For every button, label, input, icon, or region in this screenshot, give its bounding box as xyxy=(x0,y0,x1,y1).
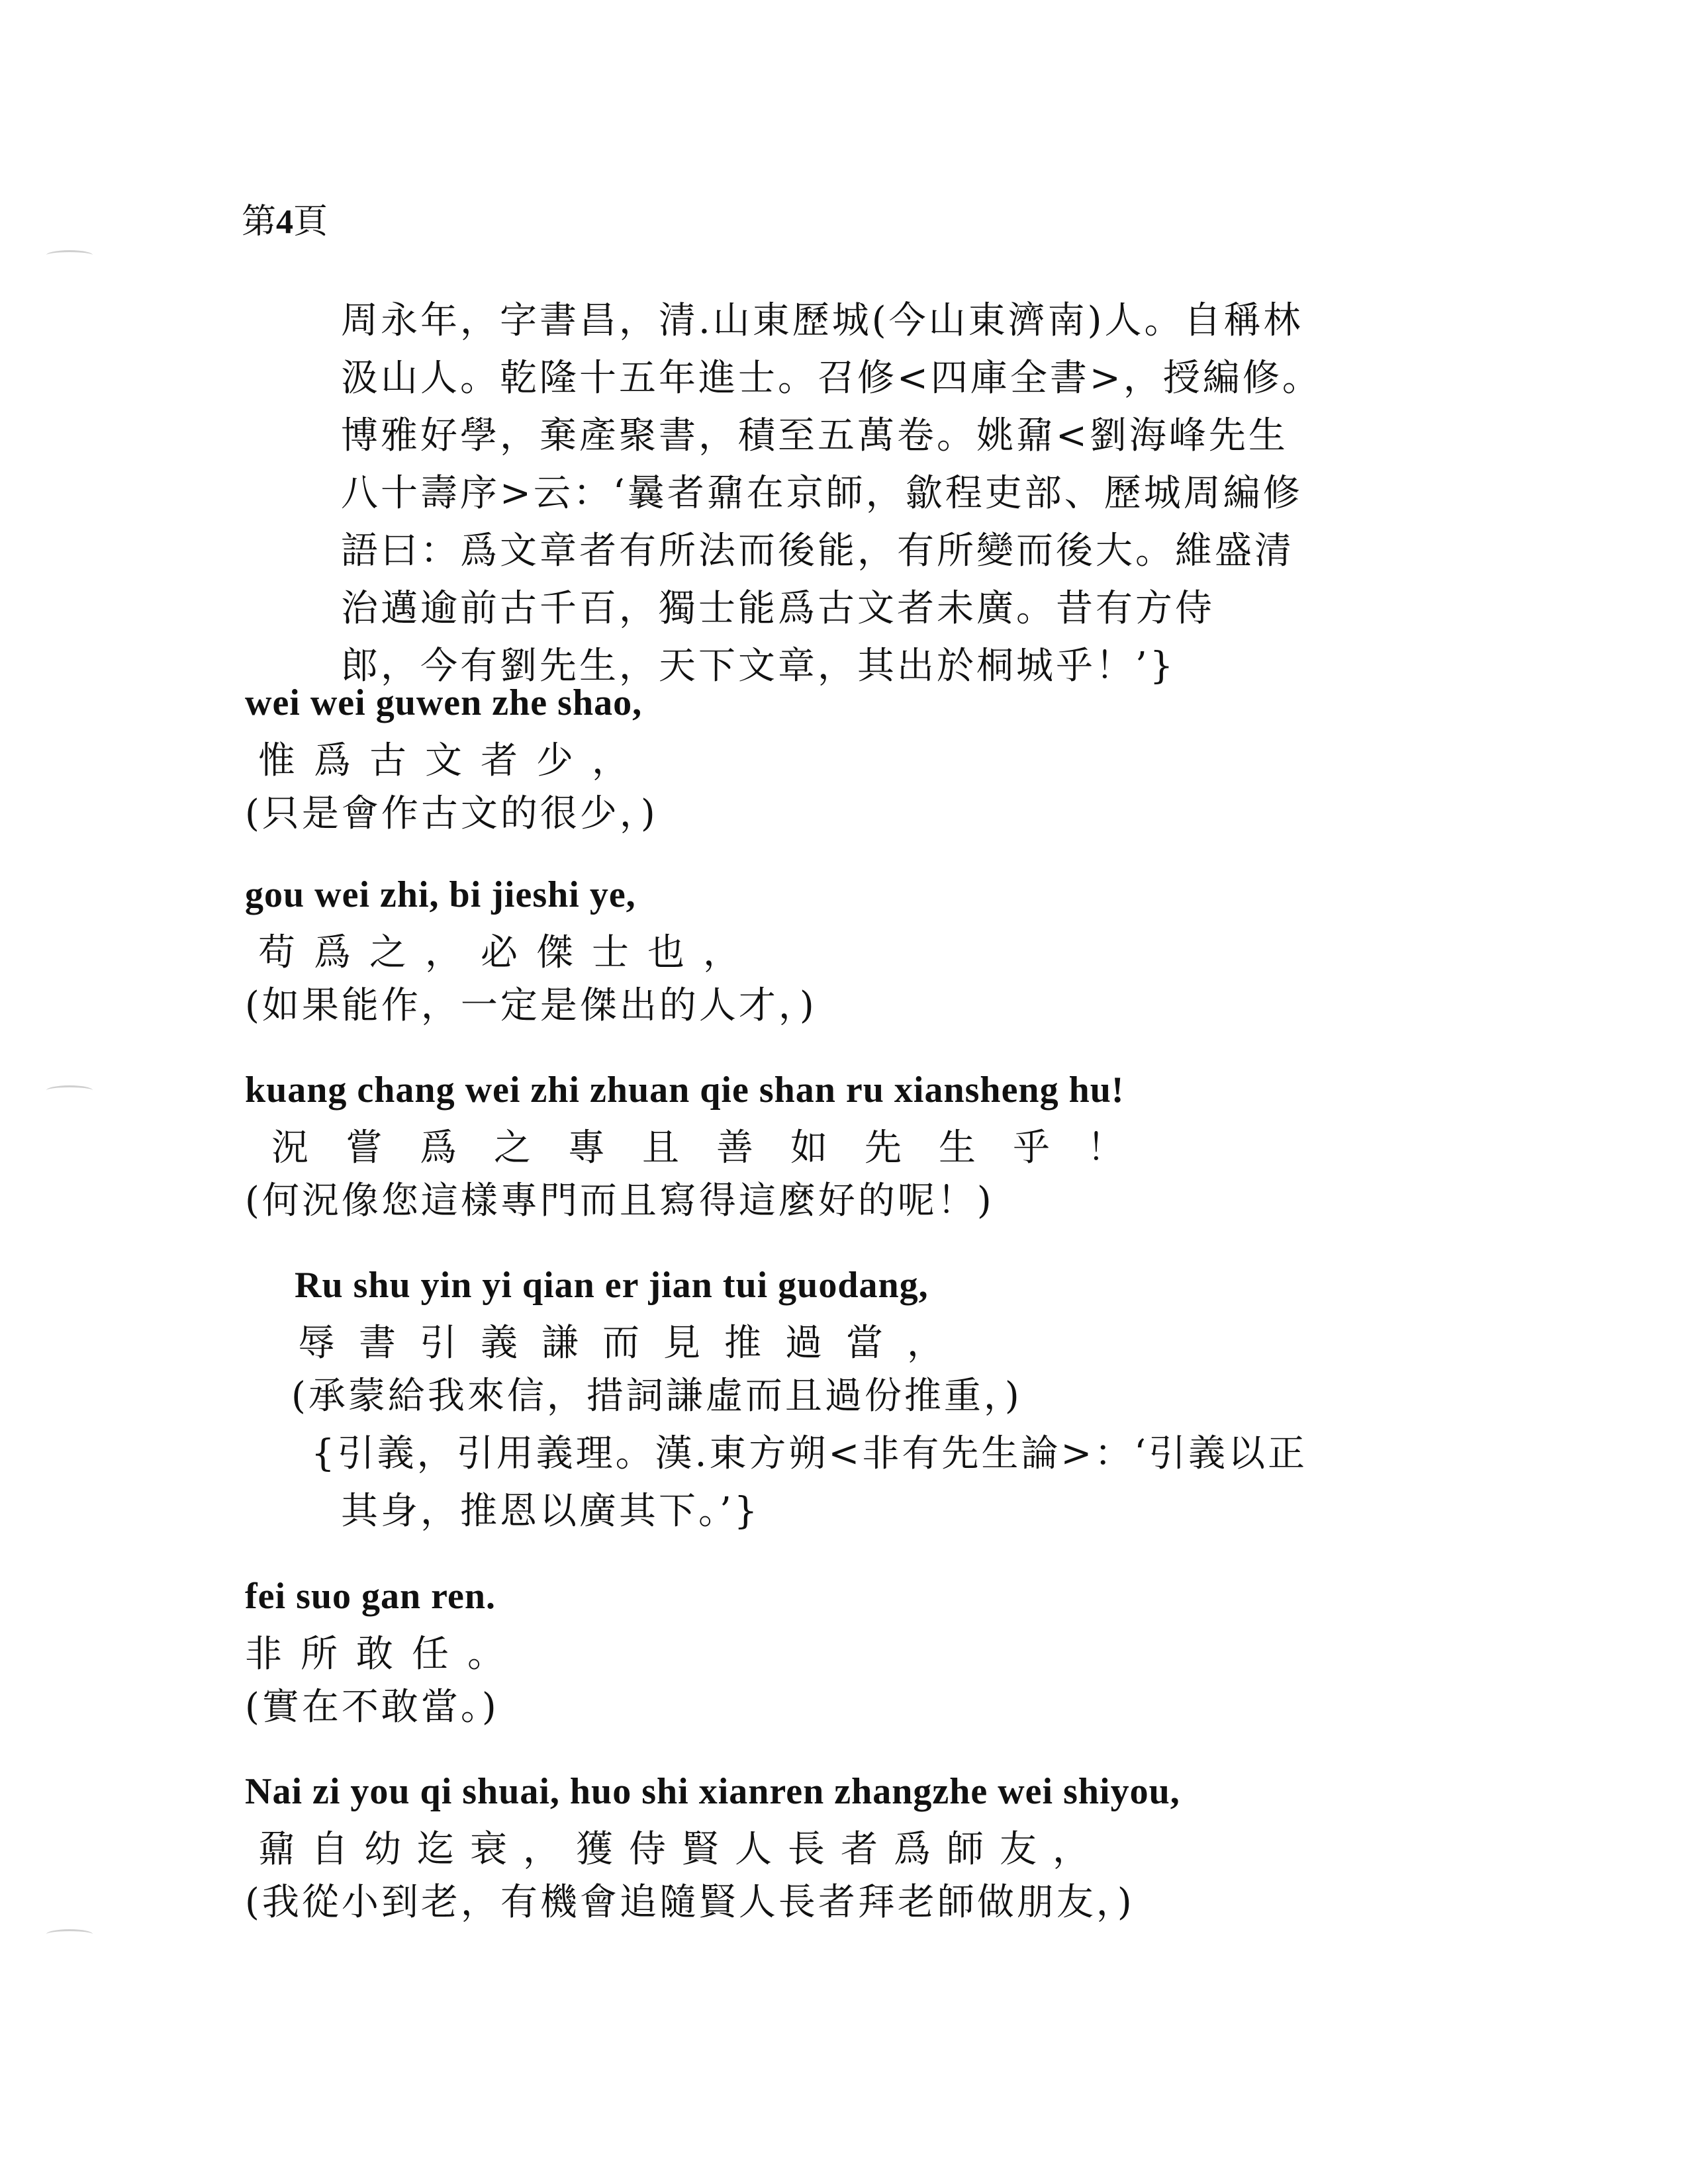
punch-mark-top xyxy=(46,250,93,260)
translation-line: (實在不敢當。) xyxy=(245,1686,499,1729)
page-label-suffix: 頁 xyxy=(293,202,328,242)
punch-mark-middle xyxy=(46,1085,93,1095)
hanzi-line: 苟爲之，必傑士也， xyxy=(258,931,759,974)
pinyin-line: fei suo gan ren. xyxy=(245,1576,496,1617)
note-line: 郎，今有劉先生，天下文章，其出於桐城乎！’} xyxy=(341,645,1176,688)
note-line: 周永年，字書昌，清.山東歷城(今山東濟南)人。自稱林 xyxy=(341,299,1303,342)
page-label-prefix: 第 xyxy=(242,202,277,242)
translation-line: (如果能作，一定是傑出的人才，) xyxy=(245,984,817,1027)
pinyin-line: kuang chang wei zhi zhuan qie shan ru xiansheng hu! xyxy=(245,1069,1125,1111)
pinyin-line: Ru shu yin yi qian er jian tui guodang, xyxy=(295,1265,929,1306)
translation-line: (我從小到老，有機會追隨賢人長者拜老師做朋友，) xyxy=(245,1881,1135,1924)
hanzi-line: 況嘗爲之專且善如先生乎！ xyxy=(271,1126,1161,1169)
translation-line: (何況像您這樣專門而且寫得這麼好的呢！) xyxy=(245,1179,994,1222)
translation-line: (承蒙給我來信，措詞謙虛而且過份推重，) xyxy=(291,1375,1022,1418)
note-line: 八十壽序>云：‘曩者鼐在京師，歙程吏部、歷城周編修 xyxy=(341,472,1303,515)
hanzi-line: 鼐自幼迄衰，獲侍賢人長者爲師友， xyxy=(258,1828,1105,1871)
pinyin-line: gou wei zhi, bi jieshi ye, xyxy=(245,874,636,915)
note-line: {引義，引用義理。漢.東方朔<非有先生論>：‘引義以正 xyxy=(311,1432,1308,1475)
pinyin-line: wei wei guwen zhe shao, xyxy=(245,682,643,723)
note-line: 汲山人。乾隆十五年進士。召修<四庫全書>，授編修。 xyxy=(341,357,1322,400)
pinyin-line: Nai zi you qi shuai, huo shi xianren zhangzhe wei shiyou, xyxy=(245,1771,1180,1812)
translation-line: (只是會作古文的很少，) xyxy=(245,792,658,835)
hanzi-line: 惟爲古文者少， xyxy=(258,739,647,782)
punch-mark-bottom xyxy=(46,1929,93,1939)
note-line: 治邁逾前古千百，獨士能爲古文者未廣。昔有方侍 xyxy=(341,587,1215,630)
note-line: 語曰：爲文章者有所法而後能，有所變而後大。維盛清 xyxy=(341,529,1294,572)
hanzi-line: 辱書引義謙而見推過當， xyxy=(298,1322,968,1365)
page-number: 4 xyxy=(276,203,294,241)
note-line: 其身，推恩以廣其下。’} xyxy=(341,1490,761,1533)
note-line: 博雅好學，棄產聚書，積至五萬卷。姚鼐<劉海峰先生 xyxy=(341,414,1288,457)
page-number-heading xyxy=(242,193,328,243)
hanzi-line: 非所敢任。 xyxy=(245,1633,523,1676)
